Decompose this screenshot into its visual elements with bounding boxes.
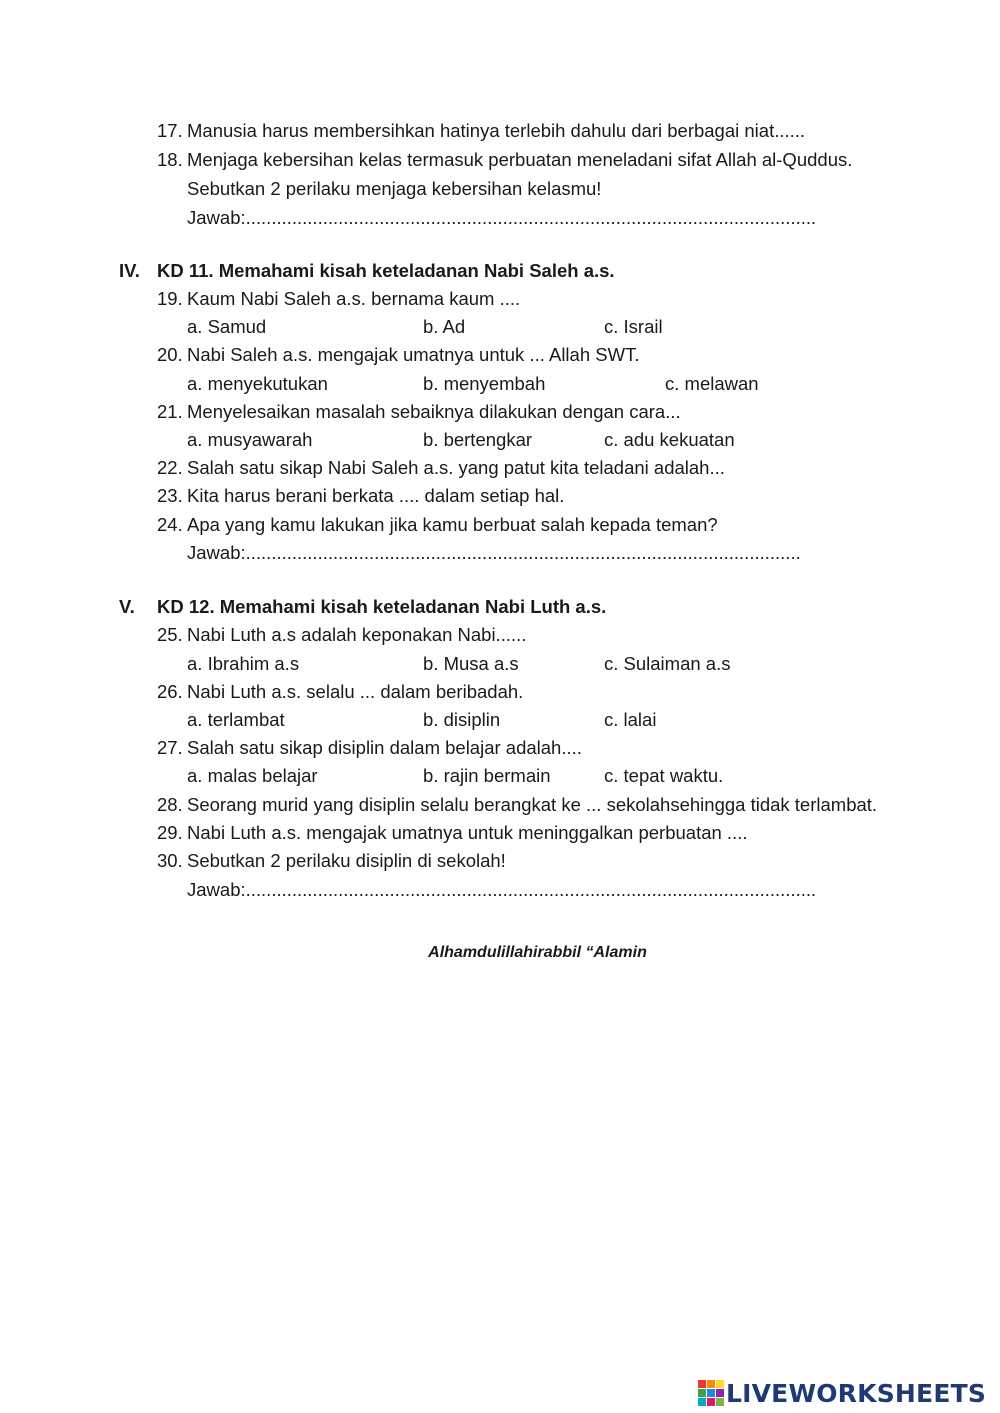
liveworksheets-logo[interactable] [698,1377,986,1409]
logo-tile [698,1389,706,1397]
answer-line[interactable]: Jawab:............................................................................................................... [187,879,817,900]
question-text: Sebutkan 2 perilaku menjaga kebersihan kelasmu! [187,178,602,199]
option-b[interactable]: b. bertengkar [423,429,533,450]
question-number: 24. [157,514,183,535]
logo-tile [707,1398,715,1406]
question-text: Nabi Luth a.s adalah keponakan Nabi...... [187,624,527,645]
question-text: Manusia harus membersihkan hatinya terlebih dahulu dari berbagai niat...... [187,120,806,141]
question-text: Sebutkan 2 perilaku disiplin di sekolah! [187,850,506,871]
question-text: Nabi Luth a.s. selalu ... dalam beribadah. [187,681,524,702]
section-number: V. [119,596,135,617]
question-number: 19. [157,288,183,309]
closing-text: Alhamdulillahirabbil “Alamin [428,944,647,961]
option-a[interactable]: a. terlambat [187,709,285,730]
option-a[interactable]: a. menyekutukan [187,373,328,394]
logo-tile [698,1398,706,1406]
question-text: Salah satu sikap Nabi Saleh a.s. yang patut kita teladani adalah... [187,457,725,478]
question-number: 27. [157,737,183,758]
question-text: Kita harus berani berkata .... dalam setiap hal. [187,485,565,506]
question-text: Nabi Luth a.s. mengajak umatnya untuk meninggalkan perbuatan .... [187,822,748,843]
question-number: 26. [157,681,183,702]
question-text: Seorang murid yang disiplin selalu berangkat ke ... sekolahsehingga tidak terlambat. [187,794,878,815]
logo-mark-icon [698,1380,724,1406]
question-text: Salah satu sikap disiplin dalam belajar adalah.... [187,737,582,758]
option-c[interactable]: c. adu kekuatan [604,429,735,450]
logo-text: LIVEWORKSHEETS [726,1378,987,1408]
option-b[interactable]: b. disiplin [423,709,501,730]
option-c[interactable]: c. tepat waktu. [604,765,724,786]
question-number: 28. [157,794,183,815]
option-b[interactable]: b. rajin bermain [423,765,551,786]
option-b[interactable]: b. menyembah [423,373,546,394]
question-number: 20. [157,344,183,365]
option-b[interactable]: b. Musa a.s [423,653,519,674]
option-a[interactable]: a. Ibrahim a.s [187,653,300,674]
question-number: 29. [157,822,183,843]
question-text: Kaum Nabi Saleh a.s. bernama kaum .... [187,288,521,309]
option-c[interactable]: c. lalai [604,709,657,730]
logo-tile [716,1389,724,1397]
question-text: Menyelesaikan masalah sebaiknya dilakukan dengan cara... [187,401,681,422]
question-number: 17. [157,120,183,141]
question-number: 25. [157,624,183,645]
option-a[interactable]: a. malas belajar [187,765,318,786]
question-number: 18. [157,149,183,170]
logo-tile [707,1380,715,1388]
question-number: 23. [157,485,183,506]
option-a[interactable]: a. Samud [187,316,267,337]
option-a[interactable]: a. musyawarah [187,429,313,450]
logo-tile [716,1380,724,1388]
option-c[interactable]: c. Sulaiman a.s [604,653,731,674]
option-b[interactable]: b. Ad [423,316,466,337]
question-number: 30. [157,850,183,871]
logo-tile [716,1398,724,1406]
question-text: Apa yang kamu lakukan jika kamu berbuat salah kepada teman? [187,514,718,535]
section-title: KD 11. Memahami kisah keteladanan Nabi Saleh a.s. [157,260,615,281]
question-text: Nabi Saleh a.s. mengajak umatnya untuk ... Allah SWT. [187,344,640,365]
option-c[interactable]: c. melawan [665,373,759,394]
logo-tile [707,1389,715,1397]
question-number: 22. [157,457,183,478]
section-number: IV. [119,260,140,281]
answer-line[interactable]: Jawab:............................................................................................................ [187,542,801,563]
section-title: KD 12. Memahami kisah keteladanan Nabi Luth a.s. [157,596,607,617]
option-c[interactable]: c. Israil [604,316,663,337]
answer-line[interactable]: Jawab:............................................................................................................... [187,207,817,228]
question-number: 21. [157,401,183,422]
logo-tile [698,1380,706,1388]
question-text: Menjaga kebersihan kelas termasuk perbuatan meneladani sifat Allah al-Quddus. [187,149,853,170]
